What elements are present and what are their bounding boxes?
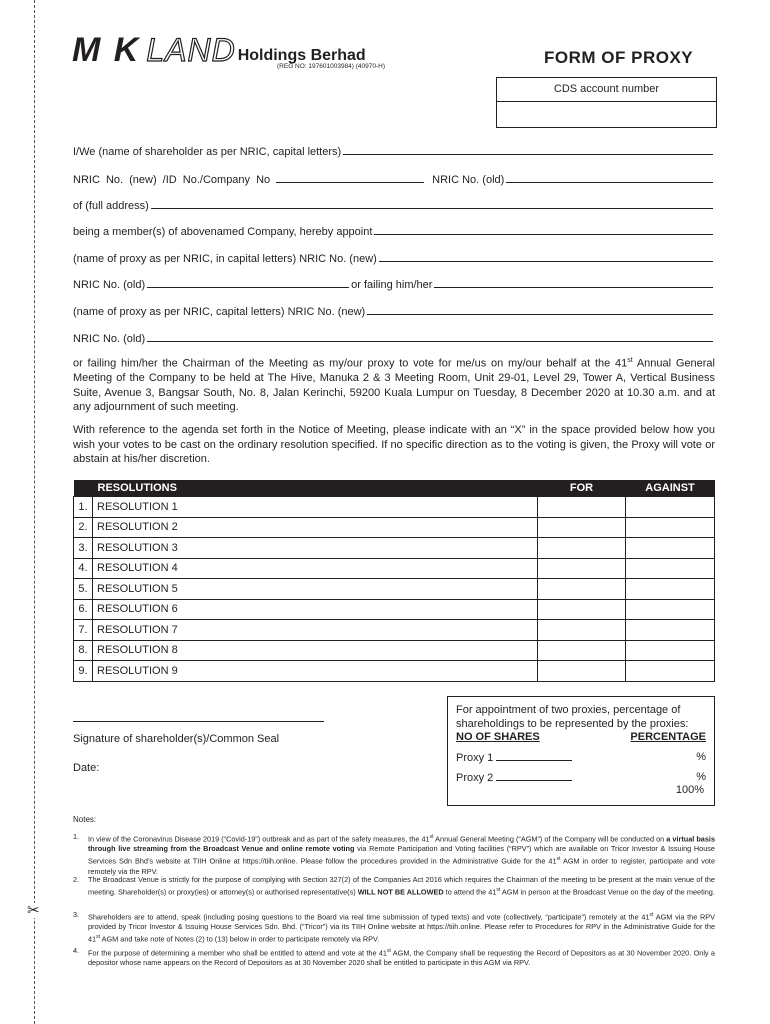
- against-checkbox-cell[interactable]: [626, 538, 715, 559]
- proxy1-label: Proxy 1: [456, 752, 494, 764]
- resolution-name: RESOLUTION 3: [93, 538, 538, 559]
- resolution-name: RESOLUTION 7: [93, 620, 538, 641]
- table-row: [74, 497, 715, 518]
- nric-new-field[interactable]: [276, 173, 424, 183]
- logo-company-name: Holdings Berhad: [237, 47, 366, 64]
- proxy2-shares-row: [456, 771, 706, 784]
- resolution-number: 6.: [74, 599, 93, 620]
- proxy1-old-label: NRIC No. (old): [73, 279, 146, 291]
- proxy2-name-label: (name of proxy as per NRIC, capital letters) NRIC No. (new): [73, 306, 366, 318]
- nric-old-field[interactable]: [506, 173, 713, 183]
- proxy1-percent-sign: %: [696, 751, 706, 763]
- resolution-name: RESOLUTION 8: [93, 640, 538, 661]
- note-2: 2. The Broadcast Venue is strictly for the purpose of complying with Section 327(2) of the Companies Act 2016 which requires the Chairman of the meeting to be present at the main venue of the meeting. Shareholder(s) or proxy(ies) or attorney(s) or authorised representative(s) WILL NOT BE ALLOWED to attend the 41st AGM in person at the Broadcast Venue on the day of the meeting.: [73, 875, 715, 897]
- proxy-intro: For appointment of two proxies, percentage of shareholdings to be represented by the proxies:: [456, 704, 689, 730]
- proxy-shareholding-box: [447, 696, 715, 806]
- resolution-name: RESOLUTION 9: [93, 661, 538, 682]
- against-checkbox-cell[interactable]: [626, 517, 715, 538]
- for-header: FOR: [538, 480, 626, 497]
- resolution-number: 1.: [74, 497, 93, 518]
- percentage-total: 100%: [675, 784, 704, 796]
- for-checkbox-cell[interactable]: [538, 640, 626, 661]
- appoint-label: being a member(s) of abovenamed Company, hereby appoint: [73, 226, 373, 238]
- resolution-number: 7.: [74, 620, 93, 641]
- proxy2-name-row: [73, 305, 715, 318]
- nric-old-label: NRIC No. (old): [432, 174, 505, 186]
- resolution-name: RESOLUTION 4: [93, 558, 538, 579]
- table-row: [74, 620, 715, 641]
- scissors-icon: ✂: [27, 902, 40, 919]
- for-checkbox-cell[interactable]: [538, 558, 626, 579]
- resolution-name: RESOLUTION 1: [93, 497, 538, 518]
- logo-mk: M K: [72, 31, 141, 69]
- appoint-field[interactable]: [374, 225, 713, 235]
- note-3: 3. Shareholders are to attend, speak (including posing questions to the Board via real time submission of typed texts) and vote (collectively, “participate”) remotely at the 41st AGM via the RPV provided by Tricor Investor & Issuing House Services Sdn. Bhd. (“Tricor”) via its TIIH Online website at https://tiih.online. Please refer to Procedures for RPV in the Administrative Guide for the 41st AGM and take note of Notes (2) to (13) below in order to participate remotely via RPV.: [73, 910, 715, 944]
- resolution-name: RESOLUTION 2: [93, 517, 538, 538]
- address-row: [73, 199, 715, 212]
- nric-row: [73, 173, 715, 186]
- resolution-number: 8.: [74, 640, 93, 661]
- shareholder-name-field[interactable]: [343, 145, 713, 155]
- table-row: [74, 517, 715, 538]
- company-logo: [72, 33, 366, 67]
- resolution-number: 2.: [74, 517, 93, 538]
- percentage-header: PERCENTAGE: [630, 731, 706, 743]
- shareholder-name-row: [73, 145, 715, 158]
- resolution-number: 9.: [74, 661, 93, 682]
- for-checkbox-cell[interactable]: [538, 661, 626, 682]
- against-checkbox-cell[interactable]: [626, 640, 715, 661]
- proxy1-shares-row: [456, 751, 706, 764]
- for-checkbox-cell[interactable]: [538, 579, 626, 600]
- logo-land: LAND: [146, 32, 236, 68]
- resolution-name: RESOLUTION 5: [93, 579, 538, 600]
- proxy2-shares-field[interactable]: [496, 771, 572, 781]
- proxy2-old-row: [73, 332, 715, 345]
- table-row: [74, 538, 715, 559]
- resolution-name: RESOLUTION 6: [93, 599, 538, 620]
- against-checkbox-cell[interactable]: [626, 661, 715, 682]
- form-title: FORM OF PROXY: [544, 48, 694, 67]
- against-checkbox-cell[interactable]: [626, 558, 715, 579]
- notes-title: Notes:: [73, 815, 97, 824]
- date-label: Date:: [73, 762, 100, 774]
- proxy1-old-field[interactable]: [147, 278, 349, 288]
- table-row: [74, 558, 715, 579]
- for-checkbox-cell[interactable]: [538, 497, 626, 518]
- address-label: of (full address): [73, 200, 149, 212]
- proxy2-name-field[interactable]: [367, 305, 713, 315]
- proxy2-label: Proxy 2: [456, 772, 494, 784]
- resolution-number: 4.: [74, 558, 93, 579]
- resolutions-header: RESOLUTIONS: [74, 480, 538, 497]
- table-row: [74, 579, 715, 600]
- against-checkbox-cell[interactable]: [626, 620, 715, 641]
- proxy2-old-field[interactable]: [147, 332, 713, 342]
- no-of-shares-header: NO OF SHARES: [456, 731, 540, 743]
- proxy2-percent-sign: %: [696, 771, 706, 783]
- proxy2-old-label: NRIC No. (old): [73, 333, 146, 345]
- against-checkbox-cell[interactable]: [626, 497, 715, 518]
- proxy1-name-label: (name of proxy as per NRIC, in capital letters) NRIC No. (new): [73, 253, 377, 265]
- for-checkbox-cell[interactable]: [538, 599, 626, 620]
- chairman-paragraph: or failing him/her the Chairman of the Meeting as my/our proxy to vote for me/us on my/our behalf at the 41st Annual General Meeting of the Company to be held at The Hive, Manuka 2 & 3 Meeting Room, Unit 29-01, Level 29, Tower A, Vertical Business Suite, Avenue 3, Bangsar South, No. 8, Jalan Kerinchi, 59200 Kuala Lumpur on Tuesday, 8 December 2020 at 10.30 a.m. and at any adjournment of such meeting.: [73, 357, 715, 414]
- proxy1-name-row: [73, 252, 715, 265]
- resolution-number: 3.: [74, 538, 93, 559]
- cut-line: [34, 0, 35, 1024]
- table-row: [74, 640, 715, 661]
- table-row: [74, 661, 715, 682]
- against-checkbox-cell[interactable]: [626, 599, 715, 620]
- appoint-row: [73, 225, 715, 238]
- signature-line[interactable]: [73, 721, 324, 722]
- resolutions-table: [73, 480, 715, 682]
- nric-new-label: NRIC No. (new) /ID No./Company No: [73, 174, 271, 186]
- note-1: 1. In view of the Coronavirus Disease 2019 (“Covid-19”) outbreak and as part of the safety measures, the 41st Annual General Meeting (“AGM”) of the Company will be conducted on a virtual basis through live streaming from the Broadcast Venue and online remote voting via Remote Participation and Voting facilities (“RPV”) which are available on Tricor Investor & Issuing House Services Sdn Bhd’s website at TIIH Online at https://tiih.online. Please follow the procedures provided in the Administrative Guide for the 41st AGM in order to register, participate and vote remotely via the RPV.: [73, 832, 716, 876]
- proxy1-old-row: [73, 278, 715, 291]
- signature-label: Signature of shareholder(s)/Common Seal: [73, 733, 280, 745]
- agenda-paragraph: With reference to the agenda set forth in the Notice of Meeting, please indicate with an “X” in the space provided below how you wish your votes to be cast on the ordinary resolution specified. If no specific direction as to the voting is given, the Proxy will vote or abstain at his/her discretion.: [73, 424, 715, 465]
- for-checkbox-cell[interactable]: [538, 517, 626, 538]
- cds-account-input[interactable]: [497, 102, 716, 127]
- note-4: 4. For the purpose of determining a member who shall be entitled to attend and vote at the 41st AGM, the Company shall be requesting the Record of Depositors as at 30 November 2020. Only a depositor whose name appears on the Record of Depositors as at 30 November 2020 shall be entitled to participate in this AGM via RPV.: [73, 946, 715, 968]
- against-header: AGAINST: [626, 480, 715, 497]
- failing-field[interactable]: [434, 278, 713, 288]
- table-row: [74, 599, 715, 620]
- failing-label: or failing him/her: [351, 279, 433, 291]
- registration-number: (REG NO: 197601003984) (40970-H): [277, 63, 386, 70]
- against-checkbox-cell[interactable]: [626, 579, 715, 600]
- resolution-number: 5.: [74, 579, 93, 600]
- cds-account-box: [496, 77, 717, 128]
- for-checkbox-cell[interactable]: [538, 538, 626, 559]
- shareholder-name-label: I/We (name of shareholder as per NRIC, capital letters): [73, 146, 342, 158]
- proxy1-shares-field[interactable]: [496, 751, 572, 761]
- address-field[interactable]: [151, 199, 713, 209]
- for-checkbox-cell[interactable]: [538, 620, 626, 641]
- proxy1-name-field[interactable]: [379, 252, 713, 262]
- cds-account-label: CDS account number: [497, 78, 716, 102]
